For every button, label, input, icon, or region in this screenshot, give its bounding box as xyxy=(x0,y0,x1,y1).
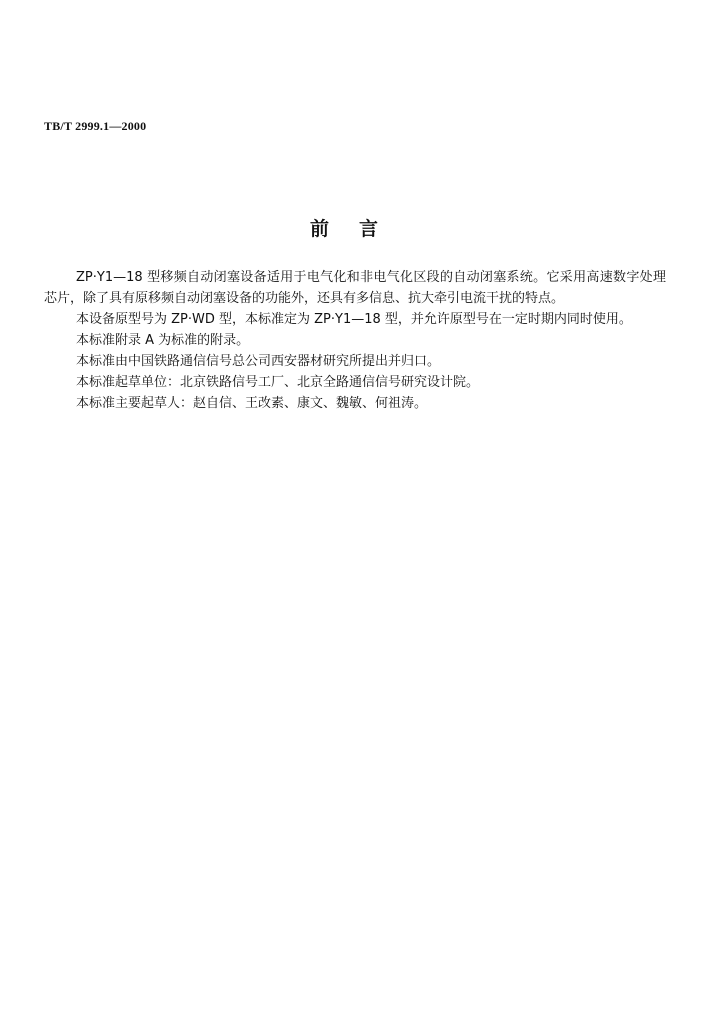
paragraph-appendix: 本标准附录 A 为标准的附录。 xyxy=(76,333,250,348)
paragraph-model: 本设备原型号为 ZP·WD 型，本标准定为 ZP·Y1—18 型，并允许原型号在一定时期内同时使用。 xyxy=(76,312,632,327)
paragraph-scope: ZP·Y1—18 型移频自动闭塞设备适用于电气化和非电气化区段的自动闭塞系统。它采用高速数字处理芯片，除了具有原移频自动闭塞设备的功能外，还具有多信息、抗大牵引电流干扰的特点。 xyxy=(44,270,666,306)
paragraph-proposer: 本标准由中国铁路通信信号总公司西安器材研究所提出并归口。 xyxy=(76,354,441,369)
paragraph-drafters: 本标准主要起草人：赵自信、王改素、康文、魏敏、何祖涛。 xyxy=(76,396,428,411)
foreword-body xyxy=(44,267,666,414)
paragraph-drafting-units: 本标准起草单位：北京铁路信号工厂、北京全路通信信号研究设计院。 xyxy=(76,375,480,390)
page-title: 前言 xyxy=(309,218,408,240)
standard-number: TB/T 2999.1—2000 xyxy=(44,119,147,133)
